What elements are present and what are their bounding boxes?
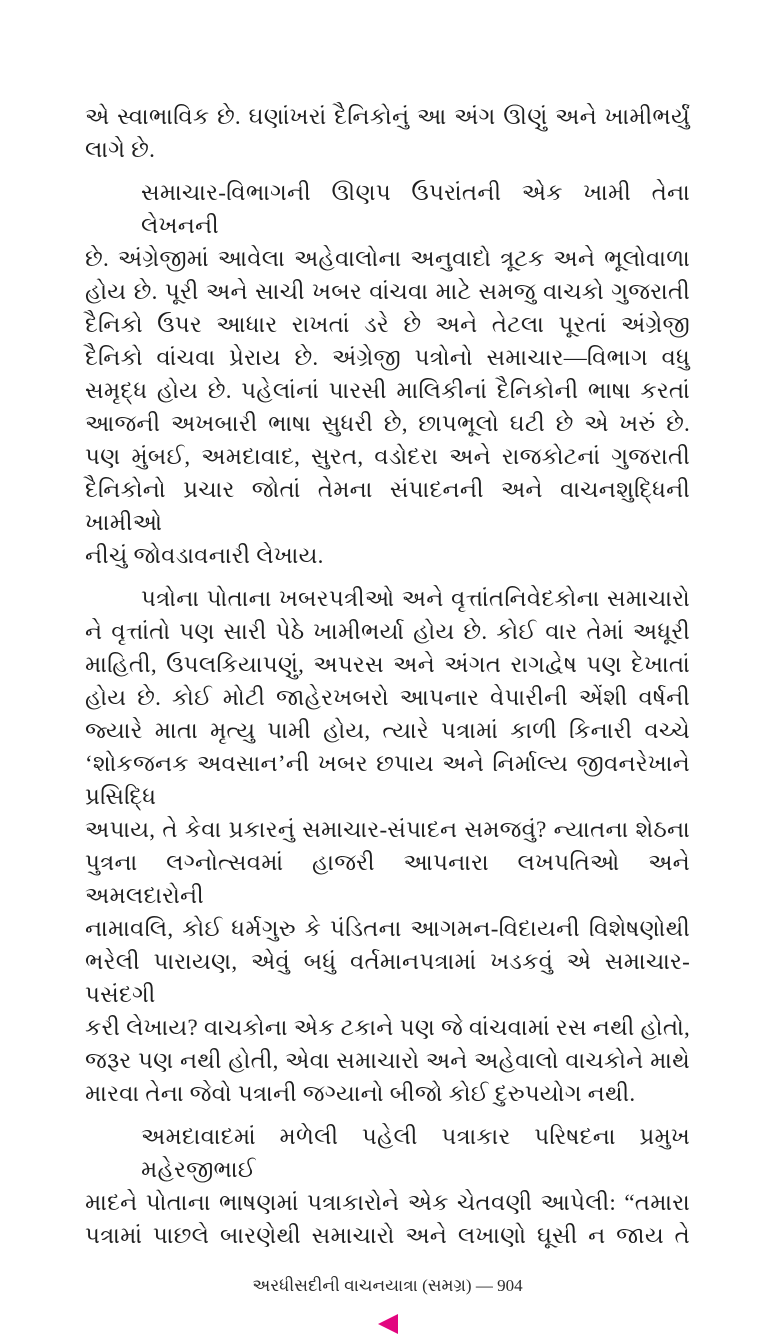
text-line: પત્રામાં પાછલે બારણેથી સમાચારો અને લખાણો ઘૂસી ન જાય તે: [85, 1223, 690, 1248]
left-triangle-icon: [378, 1314, 398, 1334]
text-line: હોય છે. કોઈ મોટી જાહેરખબરો આપનાર વેપારીની એંશી વર્ષની: [85, 685, 690, 710]
text-line: એ સ્વાભાવિક છે. ઘણાંખરાં દૈનિકોનું આ અંગ ઊણું અને ખામીભર્યું: [85, 104, 690, 129]
text-line: પણ મુંબઈ, અમદાવાદ, સુરત, વડોદરા અને રાજકોટનાં ગુજરાતી: [85, 444, 690, 469]
text-line: લાગે છે.: [85, 137, 156, 162]
text-line: દૈનિકો વાંચવા પ્રેરાય છે. અંગ્રેજી પત્રોનો સમાચાર—વિભાગ વધુ: [85, 345, 690, 370]
text-line: ‘શોકજનક અવસાન’ની ખબર છપાય અને નિર્માલ્ય જીવનરેખાને પ્રસિદ્ધિ: [85, 751, 690, 809]
text-line: મારવા તેના જેવો પત્રાની જગ્યાનો બીજો કોઈ દુરુપયોગ નથી.: [85, 1081, 636, 1106]
text-line: નામાવલિ, કોઈ ધર્મગુરુ કે પંડિતના આગમન-વિદાયની વિશેષણોથી: [85, 916, 690, 941]
text-line: માદને પોતાના ભાષણમાં પત્રાકારોને એક ચેતવણી આપેલી: “તમારા: [85, 1190, 690, 1215]
text-line: માહિતી, ઉપલકિયાપણું, અપરસ અને અંગત રાગદ્વેષ પણ દેખાતાં: [85, 652, 690, 677]
text-line: હોય છે. પૂરી અને સાચી ખબર વાંચવા માટે સમજુ વાચકો ગુજરાતી: [85, 279, 690, 304]
previous-page-button[interactable]: [378, 1314, 398, 1334]
text-line: પત્રોના પોતાના ખબરપત્રીઓ અને વૃત્તાંતનિવેદકોના સમાચારો: [141, 586, 690, 611]
text-line: જ્યારે માતા મૃત્યુ પામી હોય, ત્યારે પત્રામાં કાળી કિનારી વચ્ચે: [85, 718, 690, 743]
text-line: કરી લેખાય? વાચકોના એક ટકાને પણ જે વાંચવામાં રસ નથી હોતો,: [85, 1015, 690, 1040]
text-line: અપાય, તે કેવા પ્રકારનું સમાચાર-સંપાદન સમજવું? ન્યાતના શેઠના: [85, 817, 690, 842]
paragraph: [85, 1120, 690, 1252]
text-line: નીચું જોવડાવનારી લેખાય.: [85, 543, 324, 568]
footer-text: અરધીસદીની વાચનયાત્રા (સમગ્ર) — 904: [252, 1276, 523, 1295]
text-line: જરૂર પણ નથી હોતી, એવા સમાચારો અને અહેવાલો વાચકોને માથે: [85, 1048, 690, 1073]
page-footer: [85, 1276, 690, 1296]
text-line: આજની અખબારી ભાષા સુધરી છે, છાપભૂલો ઘટી છે એ ખરું છે.: [85, 411, 690, 436]
text-line: ને વૃત્તાંતો પણ સારી પેઠે ખામીભર્યા હોય છે. કોઈ વાર તેમાં અધૂરી: [85, 619, 690, 644]
paragraph: [85, 582, 690, 1110]
paragraph: [85, 176, 690, 572]
text-line: ભરેલી પારાયણ, એવું બધું વર્તમાનપત્રામાં ખડકવું એ સમાચાર-પસંદગી: [85, 949, 690, 1007]
text-line: સમૃદ્ધ હોય છે. પહેલાંનાં પારસી માલિકીનાં દૈનિકોની ભાષા કરતાં: [85, 378, 690, 403]
text-line: દૈનિકો ઉપર આધાર રાખતાં ડરે છે અને તેટલા પૂરતાં અંગ્રેજી: [85, 312, 690, 337]
text-line: પુત્રના લગ્નોત્સવમાં હાજરી આપનારા લખપતિઓ અને અમલદારોની: [85, 850, 690, 908]
paragraph: [85, 100, 690, 166]
text-line: અમદાવાદમાં મળેલી પહેલી પત્રાકાર પરિષદના પ્રમુખ મહેરજીભાઈ: [141, 1124, 690, 1182]
text-line: સમાચાર-વિભાગની ઊણપ ઉપરાંતની એક ખામી તેના લેખનની: [141, 180, 690, 238]
text-block: [85, 100, 690, 1334]
text-line: છે. અંગ્રેજીમાં આવેલા અહેવાલોના અનુવાદો ત્રૂટક અને ભૂલોવાળા: [85, 246, 690, 271]
text-line: દૈનિકોનો પ્રચાર જોતાં તેમના સંપાદનની અને વાચનશુદ્ધિની ખામીઓ: [85, 477, 690, 535]
